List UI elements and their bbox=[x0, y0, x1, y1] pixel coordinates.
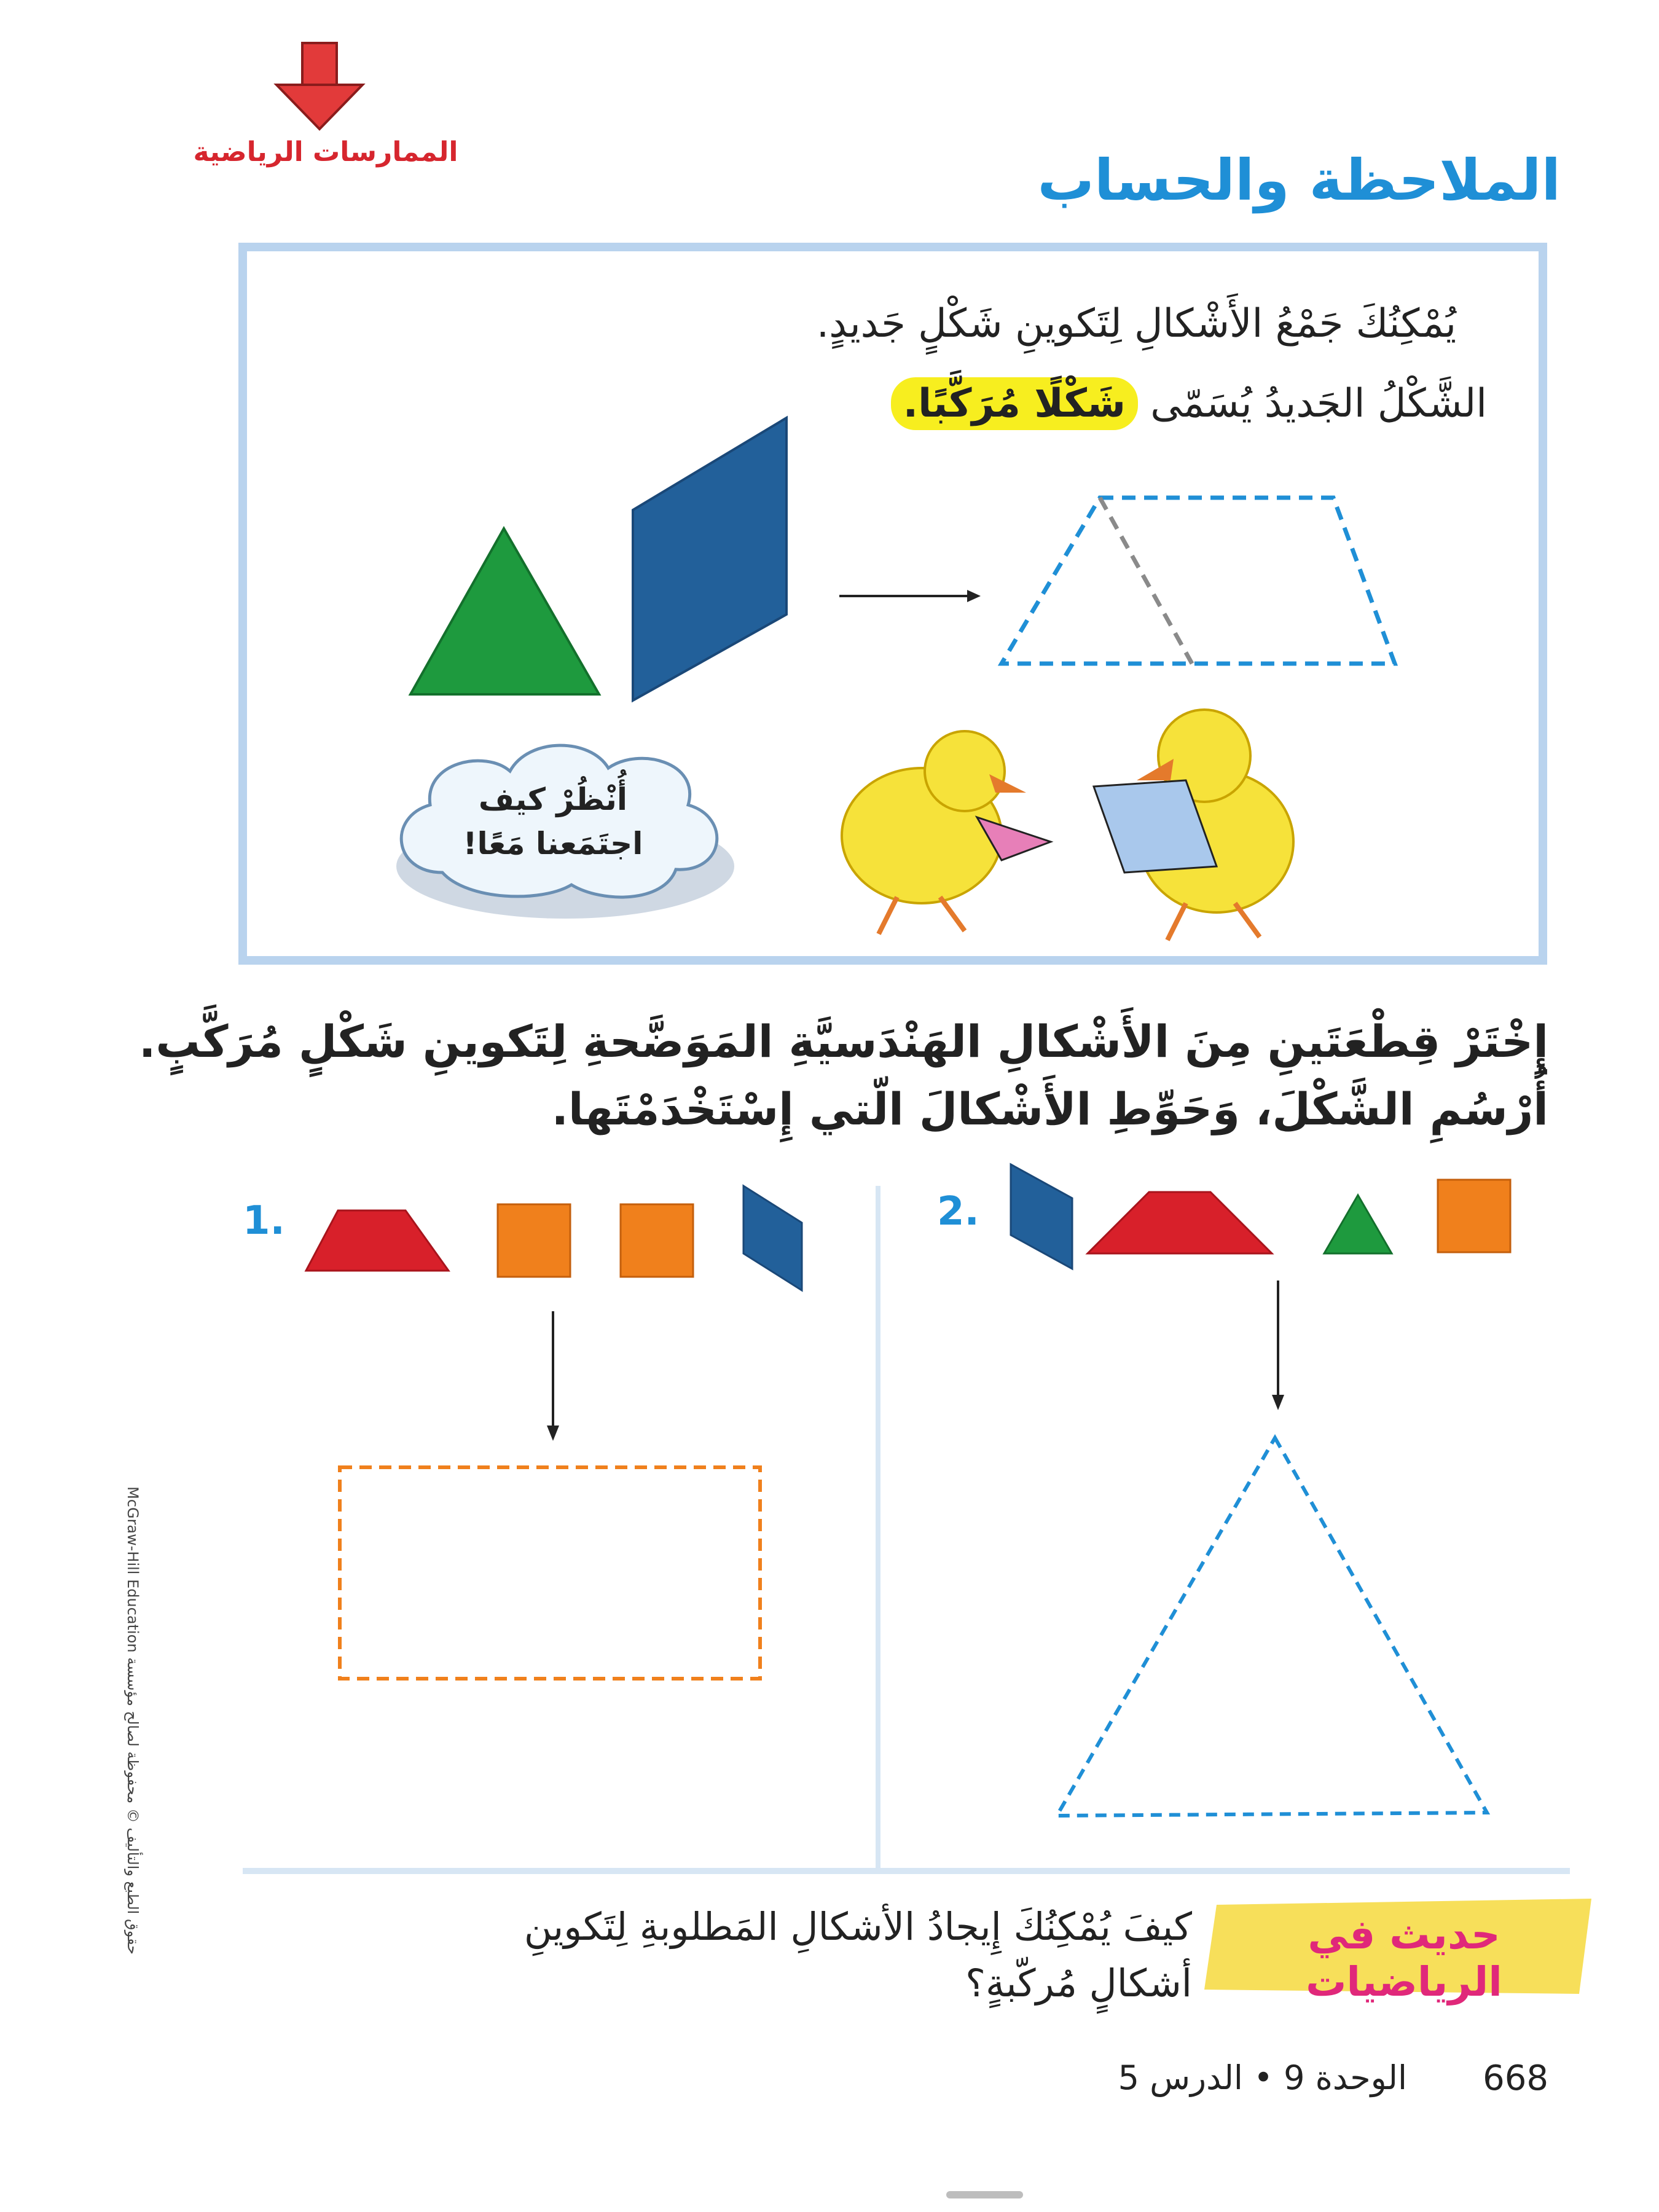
horizontal-divider bbox=[243, 1868, 1570, 1874]
green-triangle-shape bbox=[1324, 1195, 1392, 1253]
exercise-1-shapes bbox=[301, 1167, 823, 1309]
instruction-line-1: إِخْتَرْ قِطْعَتَينِ مِنَ الأَشْكالِ الهَنْدَسيَّةِ المَوَضَّحةِ لِتَكوينِ شَكْلٍ مُرَكَّبٍ. bbox=[139, 1016, 1548, 1067]
blue-rhombus-shape bbox=[743, 1186, 802, 1290]
intro-line-2 bbox=[891, 381, 1487, 426]
blue-rhombus-shape bbox=[621, 412, 799, 707]
copyright-credit-text: حقوق الطبع والتأليف © محفوظة لصالح مؤسسة McGraw-Hill Education bbox=[124, 1486, 141, 1955]
blue-rhombus-shape bbox=[1011, 1164, 1072, 1269]
instruction-line-2: أُرْسُمِ الشَّكْلَ، وَحَوِّطِ الأَشْكالَ الّتي إِسْتَخْدَمْتَها. bbox=[551, 1083, 1548, 1135]
intro-line-2-end: . bbox=[903, 381, 919, 426]
chick-with-rhombus-illustration bbox=[1081, 688, 1315, 946]
down-arrow-icon bbox=[1266, 1278, 1290, 1413]
chick-with-triangle-illustration bbox=[823, 713, 1057, 946]
instruction bbox=[139, 1008, 1548, 1143]
red-trapezoid-shape bbox=[1088, 1192, 1272, 1253]
down-arrow-icon bbox=[541, 1309, 565, 1444]
bubble-line-2: اجتَمَعنا مَعًا! bbox=[463, 826, 643, 861]
green-triangle-shape bbox=[406, 522, 608, 700]
orange-square-shape bbox=[1438, 1180, 1510, 1252]
bubble-text bbox=[424, 777, 682, 866]
talk-math-badge: حديث في الرياضيات bbox=[1306, 1911, 1502, 2006]
unit-lesson-label: الوحدة 9 • الدرس 5 bbox=[1118, 2058, 1407, 2097]
talk-question-line-2: أشكالٍ مُركّبةٍ؟ bbox=[965, 1961, 1192, 2006]
exercise-1-number: 1. bbox=[243, 1198, 285, 1244]
bubble-line-1: أُنْظُرْ كيف bbox=[478, 782, 628, 817]
page-number: 668 bbox=[1483, 2058, 1548, 2098]
exercise-2-number: 2. bbox=[937, 1189, 979, 1234]
exercise-2-shapes bbox=[1002, 1155, 1524, 1278]
orange-square-shape bbox=[621, 1204, 693, 1277]
vertical-divider bbox=[876, 1186, 880, 1874]
right-arrow-icon bbox=[836, 584, 983, 608]
intro-line-2-text: الشَّكْلُ الجَديدُ يُسَمّى bbox=[1150, 381, 1487, 426]
dashed-trapezoid-outline bbox=[989, 485, 1407, 682]
dashed-triangle-outline bbox=[1045, 1426, 1499, 1825]
lesson-title: الملاحظة والحساب bbox=[1037, 147, 1561, 213]
red-trapezoid-shape bbox=[306, 1210, 449, 1271]
orange-square-shape bbox=[498, 1204, 570, 1277]
dashed-rectangle-outline bbox=[335, 1462, 765, 1684]
talk-question-line-1: كيفَ يُمْكِنُكَ إِيجادُ الأشكالِ المَطلوبةِ لِتَكوينِ bbox=[524, 1904, 1192, 1949]
composite-shape-term-text: شَكْلًا مُرَكَّبًا bbox=[918, 381, 1126, 426]
practices-label: الممارسات الرياضية bbox=[193, 136, 458, 168]
composite-shape-term bbox=[891, 377, 1138, 430]
intro-line-1: يُمْكِنُكَ جَمْعُ الأَشْكالِ لِتَكوينِ شَكْلٍ جَديدٍ. bbox=[816, 301, 1456, 347]
down-arrow-icon bbox=[264, 37, 375, 135]
copyright-credit bbox=[117, 1475, 141, 1966]
talk-question bbox=[332, 1899, 1192, 2012]
home-indicator[interactable] bbox=[946, 2191, 1023, 2198]
